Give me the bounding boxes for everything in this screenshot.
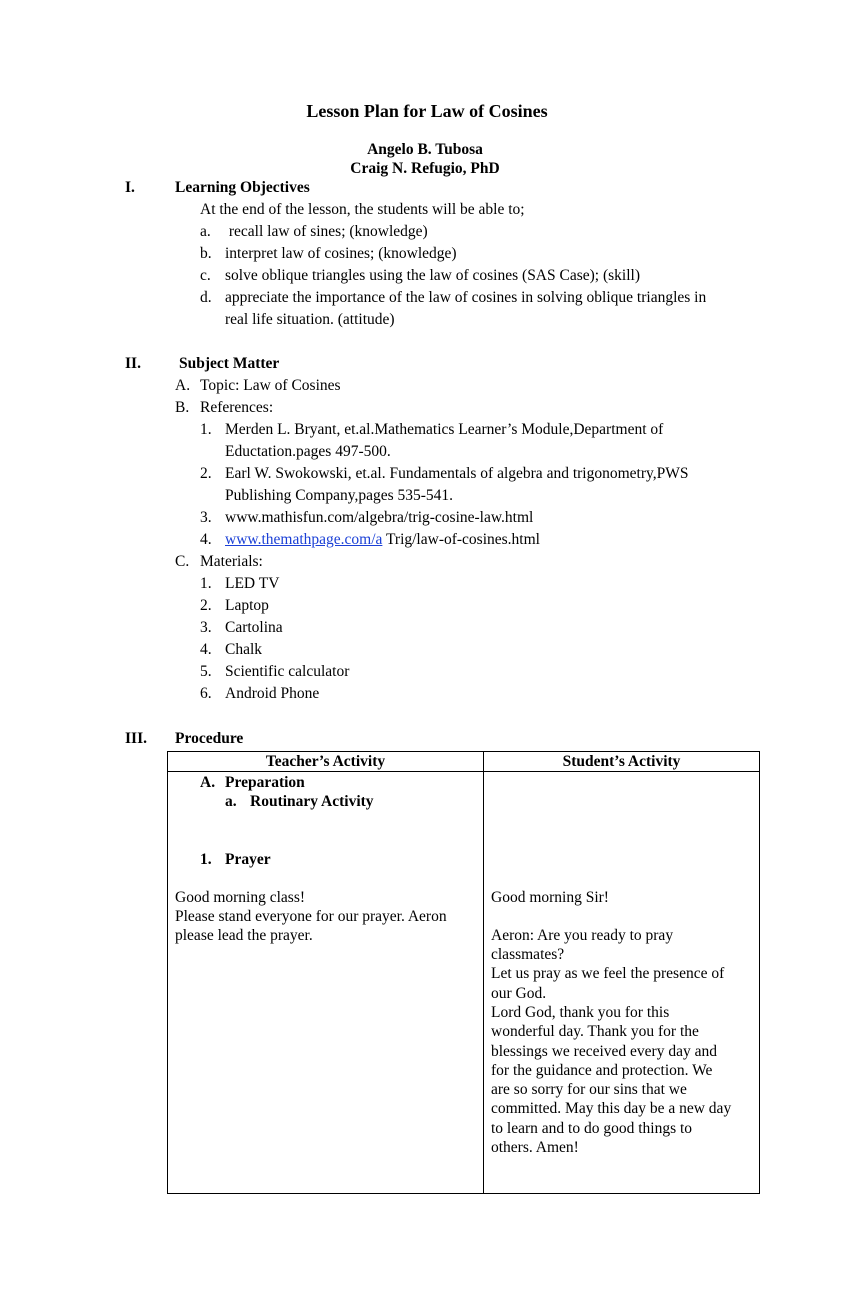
section-numeral: II. (125, 355, 141, 372)
teacher-activity-cell (168, 772, 484, 1194)
references-label: References: (200, 399, 274, 416)
list-marker: 5. (200, 663, 212, 680)
student-line: others. Amen! (491, 1139, 579, 1156)
list-marker: 1. (200, 421, 212, 438)
substep-heading: Routinary Activity (250, 793, 374, 810)
student-activity-header: Student’s Activity (484, 752, 760, 772)
list-item: appreciate the importance of the law of cosines in solving oblique triangles in (225, 289, 707, 306)
table-row (168, 772, 760, 1194)
table-header-row (168, 752, 760, 772)
section-numeral: I. (125, 179, 135, 196)
co-author-name: Craig N. Refugio, PhD (350, 160, 500, 177)
list-item: interpret law of cosines; (knowledge) (225, 245, 457, 262)
activity-heading: Prayer (225, 851, 271, 868)
student-greeting: Good morning Sir! (491, 889, 609, 906)
student-line: are so sorry for our sins that we (491, 1081, 687, 1098)
student-line: our God. (491, 985, 547, 1002)
teacher-line: please lead the prayer. (175, 927, 313, 944)
list-item: recall law of sines; (knowledge) (225, 223, 428, 240)
material-item: Android Phone (225, 685, 320, 702)
list-marker: 2. (200, 597, 212, 614)
material-item: Chalk (225, 641, 263, 658)
student-line: classmates? (491, 946, 565, 963)
student-activity-cell (484, 772, 760, 1194)
material-item: Scientific calculator (225, 663, 350, 680)
material-item: LED TV (225, 575, 280, 592)
list-item-continuation: real life situation. (attitude) (225, 311, 395, 328)
student-line: wonderful day. Thank you for the (491, 1023, 699, 1040)
procedure-table (167, 751, 760, 1194)
student-line: Lord God, thank you for this (491, 1004, 670, 1021)
reference-item: www.mathisfun.com/algebra/trig-cosine-law.html (225, 509, 534, 526)
list-marker: d. (200, 289, 212, 306)
teacher-activity-header: Teacher’s Activity (168, 752, 484, 772)
list-marker: 3. (200, 619, 212, 636)
student-line: committed. May this day be a new day (491, 1100, 732, 1117)
substep-marker: a. (225, 793, 237, 810)
list-marker: a. (200, 223, 211, 240)
list-item: solve oblique triangles using the law of cosines (SAS Case); (skill) (225, 267, 640, 284)
author-name: Angelo B. Tubosa (367, 141, 483, 158)
objectives-intro: At the end of the lesson, the students will be able to; (200, 201, 525, 218)
section-heading: Subject Matter (179, 355, 280, 372)
section-heading: Learning Objectives (175, 179, 310, 196)
reference-link-suffix: Trig/law-of-cosines.html (382, 531, 540, 548)
list-marker: 2. (200, 465, 212, 482)
list-marker: 3. (200, 509, 212, 526)
list-marker: c. (200, 267, 211, 284)
list-marker: b. (200, 245, 212, 262)
student-line: Let us pray as we feel the presence of (491, 965, 725, 982)
student-line: to learn and to do good things to (491, 1120, 693, 1137)
step-heading: Preparation (225, 774, 305, 791)
activity-marker: 1. (200, 851, 212, 868)
list-marker: A. (175, 377, 191, 394)
document-title: Lesson Plan for Law of Cosines (306, 101, 548, 121)
list-marker: C. (175, 553, 190, 570)
reference-link[interactable]: www.themathpage.com/a (225, 531, 383, 548)
step-marker: A. (200, 774, 216, 791)
reference-item (225, 530, 540, 550)
list-marker: 4. (200, 531, 212, 548)
reference-item-continuation: Publishing Company,pages 535-541. (225, 487, 454, 504)
material-item: Cartolina (225, 619, 283, 636)
topic-text: Topic: Law of Cosines (200, 377, 341, 394)
section-heading: Procedure (175, 730, 244, 747)
student-line: blessings we received every day and (491, 1043, 717, 1060)
materials-label: Materials: (200, 553, 263, 570)
section-numeral: III. (125, 730, 147, 747)
list-marker: 4. (200, 641, 212, 658)
list-marker: 6. (200, 685, 212, 702)
student-line: Aeron: Are you ready to pray (491, 927, 674, 944)
material-item: Laptop (225, 597, 269, 614)
student-line: for the guidance and protection. We (491, 1062, 713, 1079)
list-marker: B. (175, 399, 190, 416)
reference-item-continuation: Eductation.pages 497-500. (225, 443, 391, 460)
teacher-line: Good morning class! (175, 889, 306, 906)
list-marker: 1. (200, 575, 212, 592)
reference-item: Merden L. Bryant, et.al.Mathematics Learner’s Module,Department of (225, 421, 664, 438)
teacher-line: Please stand everyone for our prayer. Aeron (175, 908, 447, 925)
reference-item: Earl W. Swokowski, et.al. Fundamentals of algebra and trigonometry,PWS (225, 465, 689, 482)
